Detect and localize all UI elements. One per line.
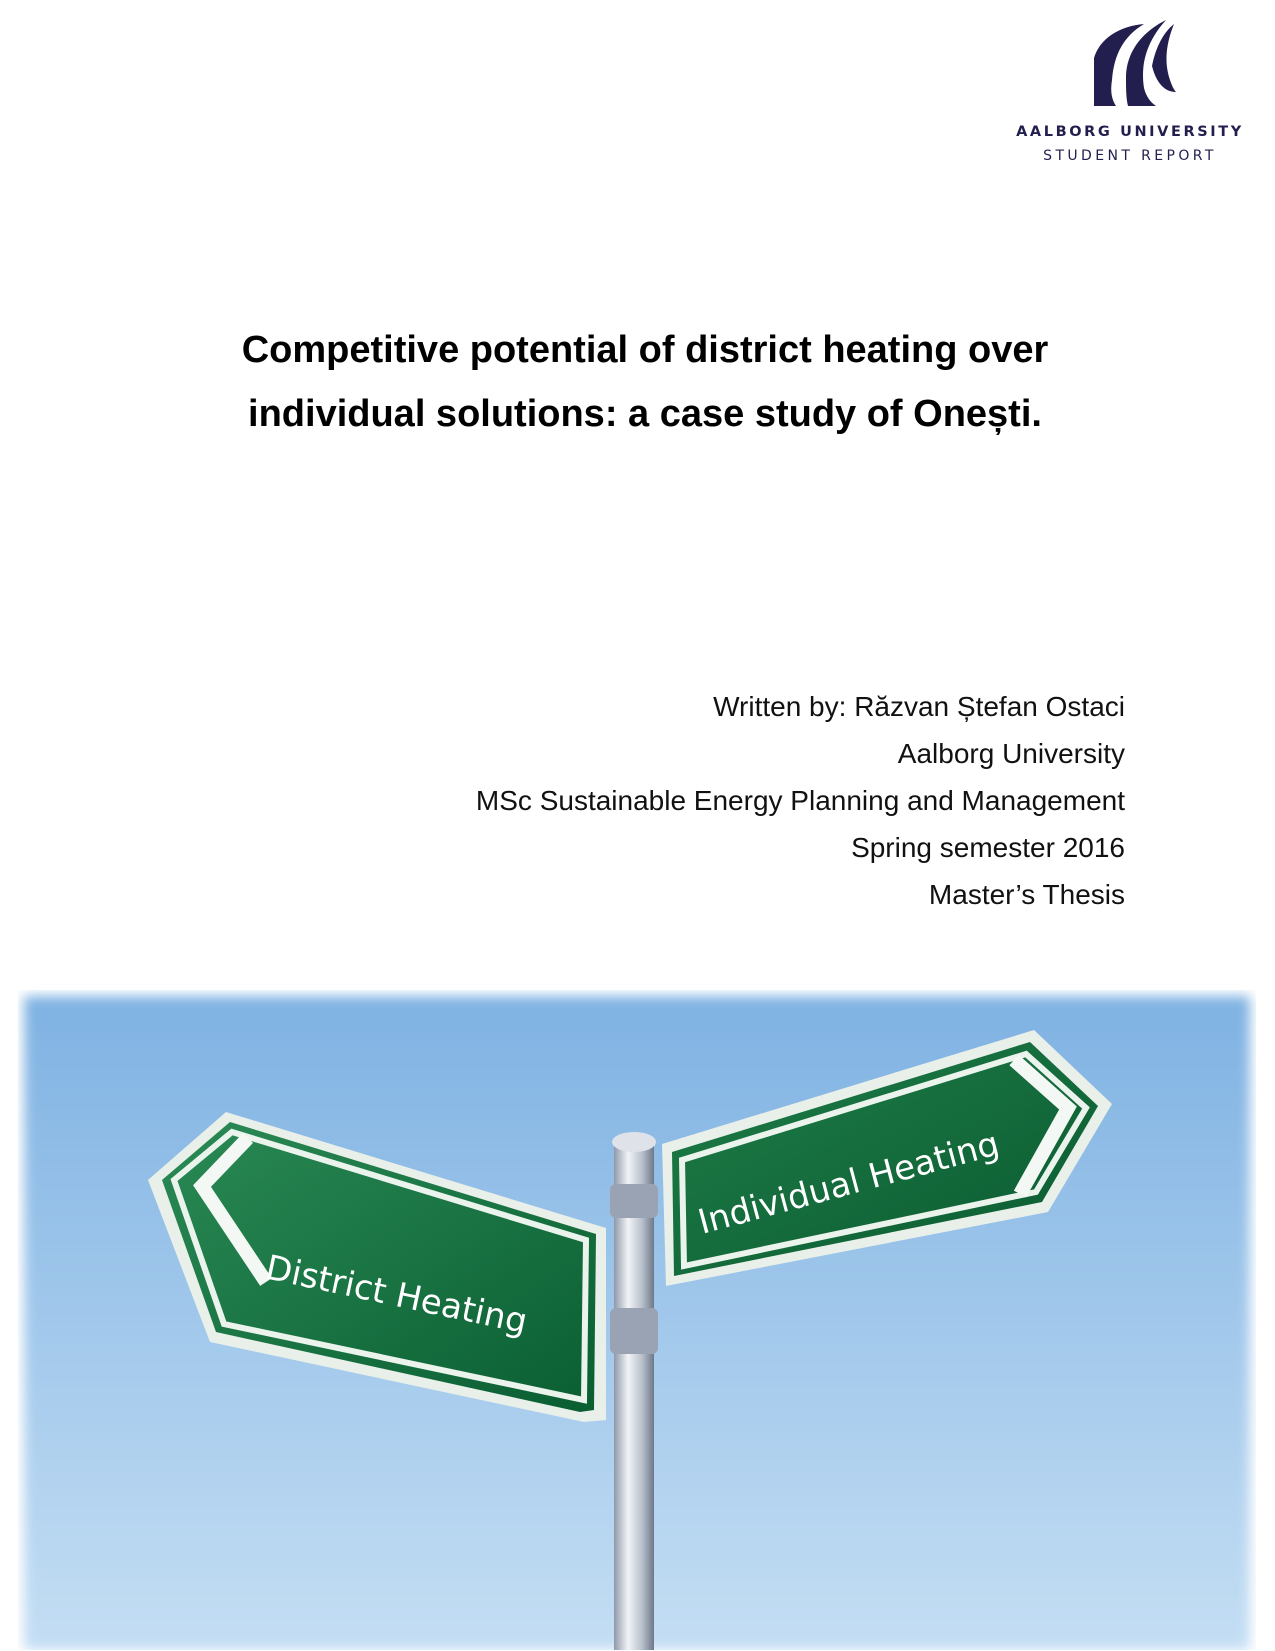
district-heating-label: District Heating	[262, 1247, 531, 1343]
signpost-pole	[610, 1132, 658, 1650]
thesis-type-line: Master’s Thesis	[928, 879, 1125, 910]
thesis-metadata	[325, 683, 1125, 918]
university-name: AALBORG UNIVERSITY	[1016, 124, 1244, 140]
thesis-title	[120, 318, 1170, 446]
semester-line: Spring semester 2016	[851, 832, 1125, 863]
university-line: Aalborg University	[897, 738, 1125, 769]
report-type-label: STUDENT REPORT	[1043, 148, 1217, 164]
individual-heating-label: Individual Heating	[693, 1123, 1004, 1243]
cover-image	[18, 990, 1256, 1650]
aalborg-logo-icon	[1086, 18, 1176, 106]
thesis-title-line-1: Competitive potential of district heating over	[241, 329, 1049, 371]
university-logo	[1010, 18, 1250, 168]
author-line: Written by: Răzvan Ștefan Ostaci	[713, 691, 1125, 722]
thesis-title-line-2: individual solutions: a case study of Onești.	[248, 393, 1042, 435]
programme-line: MSc Sustainable Energy Planning and Management	[475, 785, 1125, 816]
